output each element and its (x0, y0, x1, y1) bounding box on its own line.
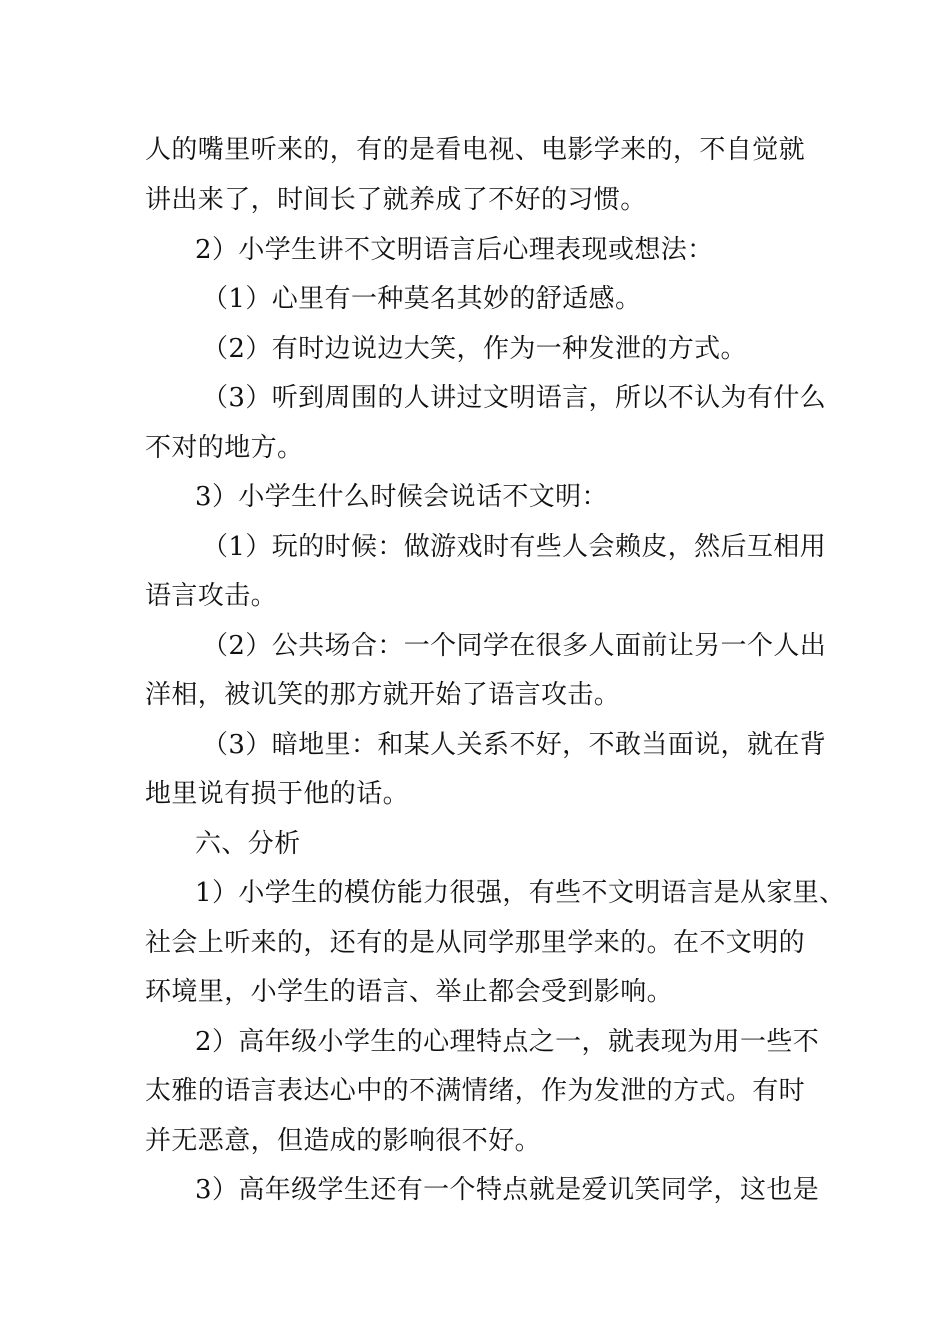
text-line: 太雅的语言表达心中的不满情绪，作为发泄的方式。有时 (145, 1076, 806, 1106)
text-line: （1）心里有一种莫名其妙的舒适感。 (202, 284, 642, 314)
text-line: 2）高年级小学生的心理特点之一，就表现为用一些不 (195, 1027, 820, 1057)
text-line: 洋相，被讥笑的那方就开始了语言攻击。 (145, 680, 621, 710)
text-line: （3）听到周围的人讲过文明语言，所以不认为有什么 (202, 383, 827, 413)
text-line: 语言攻击。 (145, 581, 278, 611)
text-line: （1）玩的时候：做游戏时有些人会赖皮，然后互相用 (202, 532, 827, 562)
text-line: 人的嘴里听来的，有的是看电视、电影学来的，不自觉就 (145, 135, 806, 165)
text-line: （3）暗地里：和某人关系不好，不敢当面说，就在背 (202, 730, 827, 760)
text-line: 3）高年级学生还有一个特点就是爱讥笑同学，这也是 (195, 1175, 820, 1205)
text-line: 环境里，小学生的语言、举止都会受到影响。 (145, 977, 674, 1007)
text-line: 讲出来了，时间长了就养成了不好的习惯。 (145, 185, 647, 215)
text-line: 社会上听来的，还有的是从同学那里学来的。在不文明的 (145, 928, 806, 958)
text-line: 并无恶意，但造成的影响很不好。 (145, 1126, 542, 1156)
text-line: 1）小学生的模仿能力很强，有些不文明语言是从家里、 (195, 878, 846, 908)
text-line: 3）小学生什么时候会说话不文明： (195, 482, 608, 512)
text-line: 地里说有损于他的话。 (145, 779, 410, 809)
text-line: （2）有时边说边大笑，作为一种发泄的方式。 (202, 334, 747, 364)
section-heading: 六、分析 (195, 829, 301, 859)
text-line: 不对的地方。 (145, 433, 304, 463)
text-line: （2）公共场合：一个同学在很多人面前让另一个人出 (202, 631, 827, 661)
text-line: 2）小学生讲不文明语言后心理表现或想法： (195, 235, 714, 265)
